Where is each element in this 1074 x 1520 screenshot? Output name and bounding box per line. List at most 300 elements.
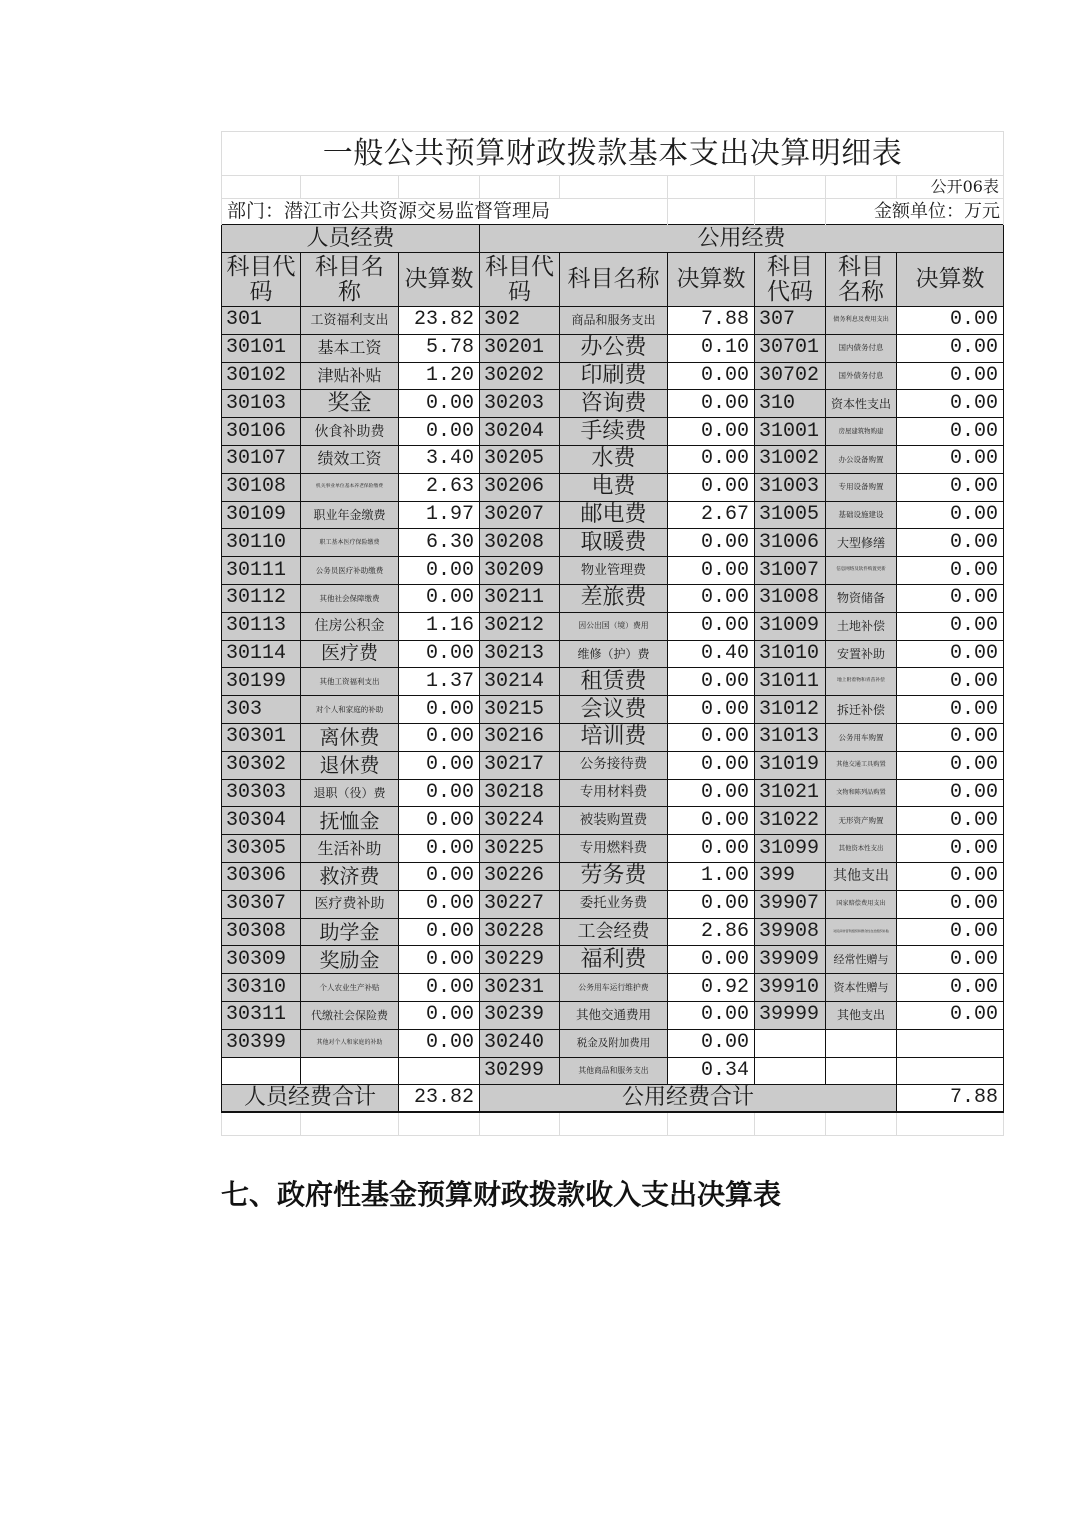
table-row [222, 473, 1004, 501]
personnel-name-cell: 离休费 [301, 723, 399, 751]
empty-cell [480, 1112, 560, 1136]
empty-cell [755, 1112, 826, 1136]
public-code-cell: 30229 [480, 946, 560, 974]
empty-cell [222, 176, 301, 199]
public-amount-cell: 0.00 [668, 835, 755, 863]
public-code-cell: 30239 [480, 1001, 560, 1029]
public-name-cell: 专用材料费 [560, 779, 668, 807]
public-name-cell: 商品和服务支出 [560, 307, 668, 335]
public-capital-name-cell: 对民间非营利组织和群众性自治组织补贴 [826, 918, 897, 946]
public-capital-name-cell: 无形资产购置 [826, 807, 897, 835]
public-capital-amount-cell: 0.00 [897, 1001, 1004, 1029]
public-capital-code-cell: 31022 [755, 807, 826, 835]
table-row [222, 1001, 1004, 1029]
table-row [222, 640, 1004, 668]
public-capital-name-cell: 大型修缮 [826, 529, 897, 557]
blank-row [222, 1112, 1004, 1136]
public-name-cell: 办公费 [560, 334, 668, 362]
empty-cell [668, 1112, 755, 1136]
public-capital-code-cell: 31021 [755, 779, 826, 807]
personnel-code-cell: 30103 [222, 390, 301, 418]
public-amount-cell: 0.00 [668, 890, 755, 918]
personnel-code-cell: 30114 [222, 640, 301, 668]
personnel-amount-cell: 0.00 [399, 418, 480, 446]
personnel-code-cell: 30110 [222, 529, 301, 557]
public-total-value: 7.88 [897, 1085, 1004, 1112]
public-capital-name-cell: 资本性赠与 [826, 974, 897, 1002]
public-name-cell: 因公出国（境）费用 [560, 612, 668, 640]
empty-cell [755, 176, 826, 199]
personnel-name-cell: 生活补助 [301, 835, 399, 863]
personnel-name-cell: 代缴社会保险费 [301, 1001, 399, 1029]
public-capital-code-cell: 31010 [755, 640, 826, 668]
empty-cell [826, 1112, 897, 1136]
column-header-code: 科目代码 [755, 253, 826, 307]
public-capital-name-cell: 国内债务付息 [826, 334, 897, 362]
public-capital-code-cell: 31099 [755, 835, 826, 863]
table-row [222, 501, 1004, 529]
public-capital-code-cell: 310 [755, 390, 826, 418]
public-name-cell: 印刷费 [560, 362, 668, 390]
public-code-cell: 30202 [480, 362, 560, 390]
personnel-name-cell: 退休费 [301, 751, 399, 779]
public-capital-amount-cell: 0.00 [897, 807, 1004, 835]
public-capital-name-cell: 资本性支出 [826, 390, 897, 418]
public-capital-amount-cell: 0.00 [897, 862, 1004, 890]
empty-cell [399, 1057, 480, 1085]
public-amount-cell: 0.00 [668, 807, 755, 835]
table-row [222, 529, 1004, 557]
personnel-code-cell: 30199 [222, 668, 301, 696]
table-row [222, 974, 1004, 1002]
public-capital-amount-cell: 0.00 [897, 418, 1004, 446]
personnel-code-cell: 30302 [222, 751, 301, 779]
table-number: 公开06表 [897, 176, 1004, 199]
empty-cell [560, 176, 668, 199]
public-amount-cell: 0.00 [668, 1029, 755, 1057]
empty-cell [668, 199, 755, 225]
public-code-cell: 30206 [480, 473, 560, 501]
empty-cell [755, 199, 826, 225]
personnel-total-label: 人员经费合计 [222, 1085, 399, 1112]
personnel-amount-cell: 1.16 [399, 612, 480, 640]
public-capital-name-cell: 其他资本性支出 [826, 835, 897, 863]
table-row [222, 779, 1004, 807]
public-code-cell: 302 [480, 307, 560, 335]
title-row [222, 132, 1004, 176]
table-row [222, 835, 1004, 863]
public-capital-code-cell: 39910 [755, 974, 826, 1002]
personnel-name-cell: 医疗费 [301, 640, 399, 668]
personnel-name-cell: 个人农业生产补贴 [301, 974, 399, 1002]
public-name-cell: 差旅费 [560, 584, 668, 612]
public-name-cell: 培训费 [560, 723, 668, 751]
public-capital-name-cell: 拆迁补偿 [826, 696, 897, 724]
personnel-name-cell: 工资福利支出 [301, 307, 399, 335]
column-header-amount: 决算数 [399, 253, 480, 307]
public-capital-code-cell: 39999 [755, 1001, 826, 1029]
public-name-cell: 福利费 [560, 946, 668, 974]
empty-cell [480, 176, 560, 199]
public-amount-cell: 0.92 [668, 974, 755, 1002]
personnel-name-cell: 伙食补助费 [301, 418, 399, 446]
empty-cell [826, 1057, 897, 1085]
public-capital-name-cell: 信息网络及软件购置更新 [826, 557, 897, 585]
empty-cell [897, 1057, 1004, 1085]
public-capital-name-cell: 其他交通工具购置 [826, 751, 897, 779]
personnel-amount-cell: 0.00 [399, 696, 480, 724]
empty-cell [301, 1057, 399, 1085]
public-capital-amount-cell: 0.00 [897, 501, 1004, 529]
personnel-amount-cell: 0.00 [399, 584, 480, 612]
public-capital-code-cell: 31009 [755, 612, 826, 640]
public-capital-amount-cell: 0.00 [897, 779, 1004, 807]
public-code-cell: 30227 [480, 890, 560, 918]
empty-cell [826, 176, 897, 199]
public-amount-cell: 0.00 [668, 390, 755, 418]
personnel-name-cell: 退职（役）费 [301, 779, 399, 807]
public-capital-code-cell: 31013 [755, 723, 826, 751]
public-amount-cell: 1.00 [668, 862, 755, 890]
personnel-code-cell: 30113 [222, 612, 301, 640]
public-capital-name-cell: 专用设备购置 [826, 473, 897, 501]
table-row [222, 890, 1004, 918]
empty-cell [560, 1112, 668, 1136]
personnel-amount-cell: 0.00 [399, 918, 480, 946]
table-row [222, 334, 1004, 362]
group-header-row [222, 225, 1004, 253]
public-code-cell: 30299 [480, 1057, 560, 1085]
table-row [222, 918, 1004, 946]
public-capital-name-cell: 国外债务付息 [826, 362, 897, 390]
public-capital-amount-cell: 0.00 [897, 723, 1004, 751]
public-name-cell: 邮电费 [560, 501, 668, 529]
public-capital-amount-cell: 0.00 [897, 918, 1004, 946]
personnel-amount-cell: 0.00 [399, 557, 480, 585]
personnel-code-cell: 30112 [222, 584, 301, 612]
public-capital-code-cell: 30701 [755, 334, 826, 362]
column-header-name: 科目名称 [301, 253, 399, 307]
public-capital-code-cell: 39907 [755, 890, 826, 918]
personnel-code-cell: 30307 [222, 890, 301, 918]
public-amount-cell: 0.10 [668, 334, 755, 362]
total-row [222, 1085, 1004, 1112]
public-capital-amount-cell: 0.00 [897, 557, 1004, 585]
public-capital-amount-cell: 0.00 [897, 473, 1004, 501]
public-capital-name-cell: 办公设备购置 [826, 445, 897, 473]
empty-cell [301, 1112, 399, 1136]
public-code-cell: 30215 [480, 696, 560, 724]
public-capital-code-cell: 31008 [755, 584, 826, 612]
public-capital-amount-cell: 0.00 [897, 835, 1004, 863]
public-capital-name-cell: 物资储备 [826, 584, 897, 612]
public-name-cell: 租赁费 [560, 668, 668, 696]
table-row [222, 696, 1004, 724]
column-header-name: 科目名称 [826, 253, 897, 307]
personnel-amount-cell: 0.00 [399, 807, 480, 835]
public-capital-name-cell: 地上附着物和青苗补偿 [826, 668, 897, 696]
public-capital-code-cell: 31005 [755, 501, 826, 529]
public-code-cell: 30204 [480, 418, 560, 446]
public-code-cell: 30203 [480, 390, 560, 418]
personnel-code-cell: 30301 [222, 723, 301, 751]
public-code-cell: 30216 [480, 723, 560, 751]
public-total-label: 公用经费合计 [480, 1085, 897, 1112]
public-name-cell: 电费 [560, 473, 668, 501]
public-code-cell: 30226 [480, 862, 560, 890]
public-capital-code-cell: 30702 [755, 362, 826, 390]
public-amount-cell: 0.00 [668, 723, 755, 751]
public-amount-cell: 0.00 [668, 612, 755, 640]
public-amount-cell: 0.00 [668, 362, 755, 390]
personnel-amount-cell: 0.00 [399, 946, 480, 974]
public-capital-code-cell: 399 [755, 862, 826, 890]
public-capital-amount-cell: 0.00 [897, 751, 1004, 779]
table-row [222, 1057, 1004, 1085]
personnel-name-cell: 医疗费补助 [301, 890, 399, 918]
column-header-code: 科目代码 [222, 253, 301, 307]
public-name-cell: 工会经费 [560, 918, 668, 946]
public-capital-amount-cell: 0.00 [897, 640, 1004, 668]
public-name-cell: 专用燃料费 [560, 835, 668, 863]
column-header-code: 科目代码 [480, 253, 560, 307]
public-capital-code-cell: 31019 [755, 751, 826, 779]
public-name-cell: 物业管理费 [560, 557, 668, 585]
public-amount-cell: 0.34 [668, 1057, 755, 1085]
personnel-name-cell: 公务员医疗补助缴费 [301, 557, 399, 585]
section-heading: 七、政府性基金预算财政拨款收入支出决算表 [221, 1178, 782, 1211]
table-row [222, 584, 1004, 612]
public-capital-code-cell: 31001 [755, 418, 826, 446]
public-amount-cell: 0.00 [668, 751, 755, 779]
table-title: 一般公共预算财政拨款基本支出决算明细表 [222, 132, 1004, 176]
public-code-cell: 30201 [480, 334, 560, 362]
public-amount-cell: 0.00 [668, 946, 755, 974]
public-capital-code-cell: 31011 [755, 668, 826, 696]
personnel-code-cell: 30311 [222, 1001, 301, 1029]
empty-cell [399, 1112, 480, 1136]
personnel-name-cell: 职业年金缴费 [301, 501, 399, 529]
personnel-group-header: 人员经费 [222, 225, 480, 253]
public-amount-cell: 0.00 [668, 584, 755, 612]
table-row [222, 390, 1004, 418]
public-capital-name-cell: 基础设施建设 [826, 501, 897, 529]
public-name-cell: 公务用车运行维护费 [560, 974, 668, 1002]
personnel-code-cell: 30304 [222, 807, 301, 835]
public-capital-name-cell: 债务利息及费用支出 [826, 307, 897, 335]
public-capital-name-cell: 文物和陈列品购置 [826, 779, 897, 807]
personnel-amount-cell: 0.00 [399, 723, 480, 751]
personnel-code-cell: 30108 [222, 473, 301, 501]
public-amount-cell: 0.00 [668, 473, 755, 501]
public-capital-name-cell: 安置补助 [826, 640, 897, 668]
public-capital-amount-cell: 0.00 [897, 529, 1004, 557]
public-capital-amount-cell: 0.00 [897, 668, 1004, 696]
public-capital-amount-cell: 0.00 [897, 584, 1004, 612]
table-number-row [222, 176, 1004, 199]
public-capital-code-cell: 31003 [755, 473, 826, 501]
public-capital-amount-cell: 0.00 [897, 974, 1004, 1002]
public-amount-cell: 0.00 [668, 418, 755, 446]
public-code-cell: 30205 [480, 445, 560, 473]
public-capital-amount-cell: 0.00 [897, 946, 1004, 974]
personnel-amount-cell: 0.00 [399, 835, 480, 863]
personnel-amount-cell: 0.00 [399, 751, 480, 779]
personnel-name-cell: 对个人和家庭的补助 [301, 696, 399, 724]
personnel-code-cell: 30107 [222, 445, 301, 473]
personnel-amount-cell: 0.00 [399, 1029, 480, 1057]
public-code-cell: 30207 [480, 501, 560, 529]
public-capital-amount-cell: 0.00 [897, 307, 1004, 335]
personnel-code-cell: 30399 [222, 1029, 301, 1057]
empty-cell [399, 176, 480, 199]
public-amount-cell: 2.86 [668, 918, 755, 946]
public-amount-cell: 0.00 [668, 557, 755, 585]
empty-cell [668, 176, 755, 199]
empty-cell [222, 1112, 301, 1136]
personnel-amount-cell: 1.37 [399, 668, 480, 696]
personnel-code-cell: 30111 [222, 557, 301, 585]
public-capital-amount-cell: 0.00 [897, 890, 1004, 918]
personnel-code-cell: 30102 [222, 362, 301, 390]
personnel-amount-cell: 5.78 [399, 334, 480, 362]
public-code-cell: 30228 [480, 918, 560, 946]
public-code-cell: 30214 [480, 668, 560, 696]
public-amount-cell: 2.67 [668, 501, 755, 529]
personnel-code-cell: 301 [222, 307, 301, 335]
personnel-amount-cell: 0.00 [399, 390, 480, 418]
public-capital-name-cell: 土地补偿 [826, 612, 897, 640]
table-row [222, 723, 1004, 751]
personnel-code-cell: 30106 [222, 418, 301, 446]
personnel-name-cell: 助学金 [301, 918, 399, 946]
public-amount-cell: 0.40 [668, 640, 755, 668]
public-name-cell: 咨询费 [560, 390, 668, 418]
personnel-code-cell: 303 [222, 696, 301, 724]
public-name-cell: 会议费 [560, 696, 668, 724]
column-header-row [222, 253, 1004, 307]
table-row [222, 418, 1004, 446]
table-row [222, 307, 1004, 335]
personnel-name-cell: 抚恤金 [301, 807, 399, 835]
empty-cell [755, 1029, 826, 1057]
public-name-cell: 委托业务费 [560, 890, 668, 918]
column-header-name: 科目名称 [560, 253, 668, 307]
empty-cell [222, 1057, 301, 1085]
public-amount-cell: 0.00 [668, 445, 755, 473]
table-row [222, 612, 1004, 640]
public-capital-code-cell: 31006 [755, 529, 826, 557]
public-code-cell: 30213 [480, 640, 560, 668]
personnel-name-cell: 机关事业单位基本养老保险缴费 [301, 473, 399, 501]
personnel-name-cell: 其他社会保障缴费 [301, 584, 399, 612]
public-code-cell: 30231 [480, 974, 560, 1002]
public-capital-code-cell: 307 [755, 307, 826, 335]
public-name-cell: 取暖费 [560, 529, 668, 557]
personnel-amount-cell: 0.00 [399, 1001, 480, 1029]
public-capital-name-cell: 房屋建筑物购建 [826, 418, 897, 446]
public-name-cell: 被装购置费 [560, 807, 668, 835]
personnel-amount-cell: 6.30 [399, 529, 480, 557]
empty-cell [755, 1057, 826, 1085]
public-code-cell: 30224 [480, 807, 560, 835]
public-name-cell: 其他商品和服务支出 [560, 1057, 668, 1085]
personnel-amount-cell: 1.20 [399, 362, 480, 390]
public-amount-cell: 0.00 [668, 1001, 755, 1029]
table-row [222, 807, 1004, 835]
empty-cell [301, 176, 399, 199]
personnel-amount-cell: 1.97 [399, 501, 480, 529]
public-code-cell: 30240 [480, 1029, 560, 1057]
public-capital-code-cell: 39909 [755, 946, 826, 974]
department-label: 部门：潜江市公共资源交易监督管理局 [222, 199, 668, 225]
table-row [222, 557, 1004, 585]
public-capital-name-cell: 其他支出 [826, 862, 897, 890]
unit-label: 金额单位：万元 [826, 199, 1004, 225]
public-code-cell: 30218 [480, 779, 560, 807]
public-amount-cell: 0.00 [668, 668, 755, 696]
public-code-cell: 30225 [480, 835, 560, 863]
department-row [222, 199, 1004, 225]
personnel-amount-cell: 0.00 [399, 890, 480, 918]
table-row [222, 751, 1004, 779]
personnel-total-value: 23.82 [399, 1085, 480, 1112]
public-group-header: 公用经费 [480, 225, 1004, 253]
public-code-cell: 30208 [480, 529, 560, 557]
personnel-code-cell: 30310 [222, 974, 301, 1002]
personnel-code-cell: 30305 [222, 835, 301, 863]
public-capital-amount-cell: 0.00 [897, 696, 1004, 724]
public-capital-amount-cell: 0.00 [897, 445, 1004, 473]
personnel-amount-cell: 23.82 [399, 307, 480, 335]
public-code-cell: 30209 [480, 557, 560, 585]
public-name-cell: 公务接待费 [560, 751, 668, 779]
personnel-amount-cell: 0.00 [399, 974, 480, 1002]
public-amount-cell: 0.00 [668, 529, 755, 557]
personnel-name-cell: 奖金 [301, 390, 399, 418]
personnel-code-cell: 30101 [222, 334, 301, 362]
public-code-cell: 30211 [480, 584, 560, 612]
public-amount-cell: 0.00 [668, 696, 755, 724]
public-capital-name-cell: 其他支出 [826, 1001, 897, 1029]
personnel-amount-cell: 3.40 [399, 445, 480, 473]
public-capital-name-cell: 公务用车购置 [826, 723, 897, 751]
public-name-cell: 税金及附加费用 [560, 1029, 668, 1057]
personnel-amount-cell: 0.00 [399, 779, 480, 807]
personnel-name-cell: 其他工资福利支出 [301, 668, 399, 696]
public-name-cell: 手续费 [560, 418, 668, 446]
personnel-name-cell: 绩效工资 [301, 445, 399, 473]
personnel-code-cell: 30109 [222, 501, 301, 529]
public-name-cell: 维修（护）费 [560, 640, 668, 668]
table-row [222, 862, 1004, 890]
personnel-name-cell: 救济费 [301, 862, 399, 890]
public-capital-code-cell: 31002 [755, 445, 826, 473]
personnel-code-cell: 30306 [222, 862, 301, 890]
personnel-name-cell: 住房公积金 [301, 612, 399, 640]
table-row [222, 668, 1004, 696]
public-capital-amount-cell: 0.00 [897, 390, 1004, 418]
public-amount-cell: 7.88 [668, 307, 755, 335]
personnel-name-cell: 其他对个人和家庭的补助 [301, 1029, 399, 1057]
expenditure-detail-table [221, 131, 1004, 1136]
personnel-code-cell: 30309 [222, 946, 301, 974]
table-row [222, 1029, 1004, 1057]
public-name-cell: 劳务费 [560, 862, 668, 890]
personnel-amount-cell: 0.00 [399, 640, 480, 668]
public-name-cell: 水费 [560, 445, 668, 473]
public-capital-amount-cell: 0.00 [897, 612, 1004, 640]
